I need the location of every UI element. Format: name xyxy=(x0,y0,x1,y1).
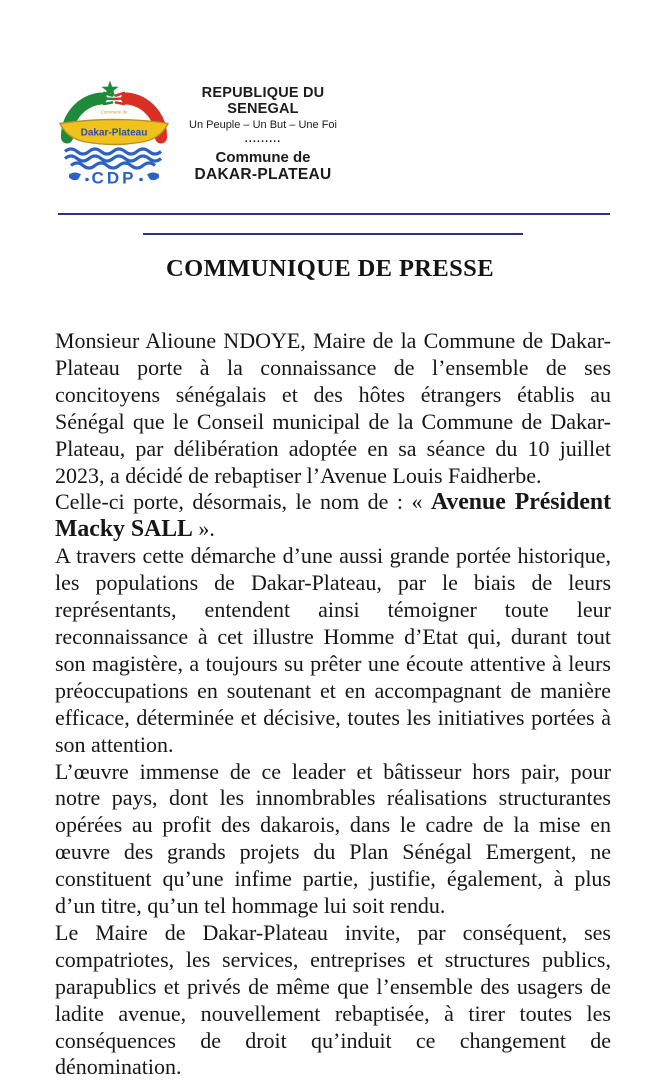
horizontal-rule-long xyxy=(58,213,610,215)
letterhead xyxy=(168,85,358,183)
left-dot-icon xyxy=(85,178,89,182)
wave-line-3 xyxy=(71,163,155,168)
commune-name-line2: DAKAR-PLATEAU xyxy=(194,166,332,183)
logo-banner-text: Dakar-Plateau xyxy=(80,127,148,139)
wave-line-2 xyxy=(65,156,161,161)
new-avenue-name: Avenue Président Macky SALL xyxy=(55,489,612,543)
wave-line-1 xyxy=(65,149,161,154)
paragraph-2 xyxy=(55,489,611,543)
right-boat-icon xyxy=(147,173,159,181)
paragraph-3: A travers cette démarche d’une aussi grande portée historique, les populations de Dakar-Plateau, par le biais de leurs représentants, entendent ainsi témoigner toute leur reconnaissance à cet illustre Homme d’Etat qui, durant tout son magistère, a toujours su prêter une écoute attentive à leurs préoccupations en soutenant et en accompagnant de manière efficace, déterminée et décisive, toutes les initiatives portées à son attention. xyxy=(55,543,611,757)
right-dot-icon xyxy=(139,178,143,182)
logo-acronym: CDP xyxy=(91,168,137,185)
paragraph-2-suffix: ». xyxy=(192,516,215,542)
paragraph-1: Monsieur Alioune NDOYE, Maire de la Commune de Dakar-Plateau porte à la connaissance de l’ensemble de ses concitoyens sénégalais et des hôtes étrangers établis au Sénégal que le Conseil municipal de la Commune de Dakar-Plateau, par délibération adoptée en sa séance du 10 juillet 2023, a décidé de rebaptiser l’Avenue Louis Faidherbe. xyxy=(55,328,611,488)
horizontal-rule-short xyxy=(143,233,523,235)
separator-dots: ......... xyxy=(244,133,282,145)
national-motto: Un Peuple – Un But – Une Foi xyxy=(189,119,337,131)
paragraph-2-prefix: Celle-ci porte, désormais, le nom de : « xyxy=(55,489,431,515)
document-body xyxy=(55,328,611,1080)
document-title: COMMUNIQUE DE PRESSE xyxy=(166,255,494,282)
logo-small-text: Commune de xyxy=(100,109,128,115)
paragraph-5: Le Maire de Dakar-Plateau invite, par conséquent, ses compatriotes, les services, entreprises et structures publics, parapublics et privés de même que l’ensemble des usagers de ladite avenue, nouvellement rebaptisée, à tirer toutes les conséquences de droit qu’induit ce changement de dénomination. xyxy=(55,919,611,1080)
commune-name-line1: Commune de xyxy=(215,149,311,166)
left-boat-icon xyxy=(69,173,81,181)
commune-logo xyxy=(57,79,171,185)
republic-title: REPUBLIQUE DU SENEGAL xyxy=(201,85,325,117)
paragraph-4: L’œuvre immense de ce leader et bâtisseur hors pair, pour notre pays, dont les innombrables réalisations structurantes opérées au profit des dakarois, dans le cadre de la mise en œuvre des grands projets du Plan Sénégal Emergent, ne constituent qu’une infime partie, justifie, également, à plus d’un titre, qu’un tel hommage lui soit rendu. xyxy=(55,758,611,919)
